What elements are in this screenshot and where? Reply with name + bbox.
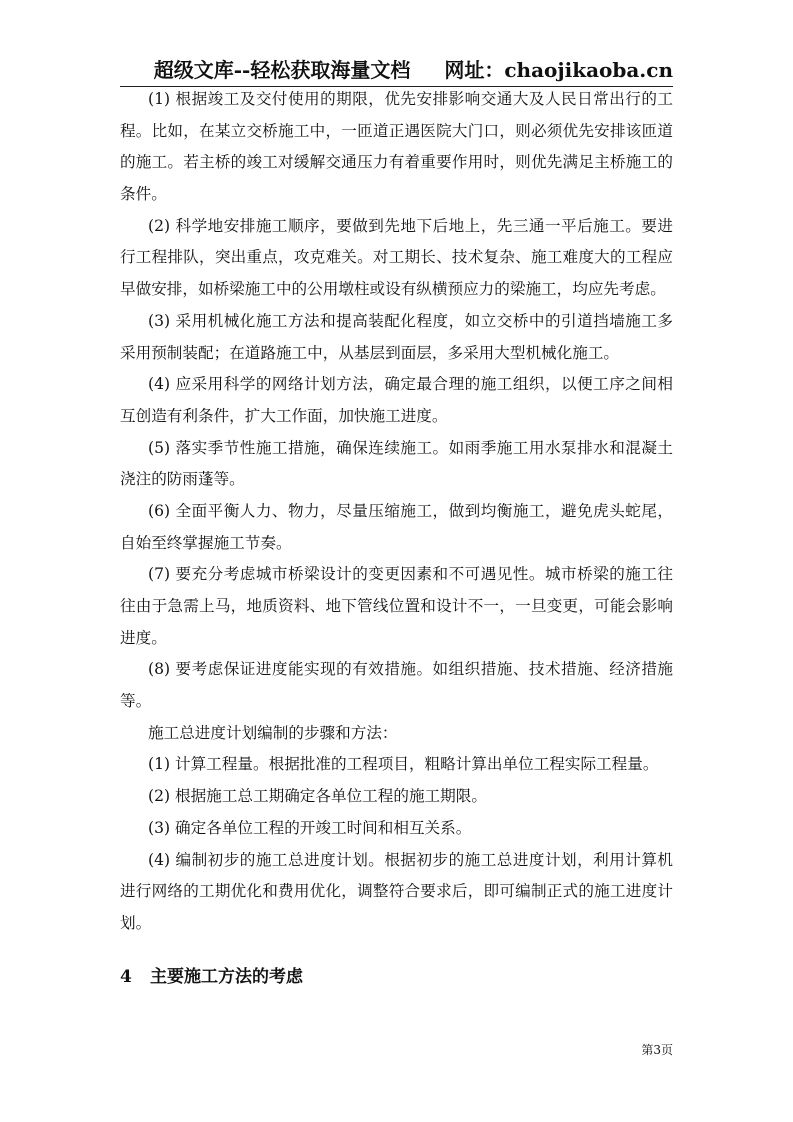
text-line: 早做安排，如桥梁施工中的公用墩柱或设有纵横预应力的梁施工，均应先考虑。 <box>120 280 666 299</box>
text-line: 施工总进度计划编制的步骤和方法： <box>148 723 398 742</box>
paragraph <box>120 654 673 717</box>
page-header <box>120 56 673 84</box>
paragraph <box>120 369 673 432</box>
header-url: 网址：chaojikaoba.cn <box>444 58 673 82</box>
text-line: 行工程排队，突出重点，攻克难关。对工期长、技术复杂、施工难度大的工程应 <box>120 248 673 267</box>
text-line: (6) 全面平衡人力、物力，尽量压缩施工，做到均衡施工，避免虎头蛇尾， <box>148 501 673 520</box>
text-line: 浇注的防雨蓬等。 <box>120 470 245 489</box>
paragraph <box>120 845 673 940</box>
paragraph <box>120 433 673 496</box>
text-line: 往由于急需上马，地质资料、地下管线位置和设计不一，一旦变更，可能会影响 <box>120 597 673 615</box>
paragraph <box>120 718 673 750</box>
section-title: 主要施工方法的考虑 <box>150 967 303 987</box>
text-line: (1) 根据竣工及交付使用的期限，优先安排影响交通大及人民日常出行的工 <box>148 90 673 108</box>
text-line: (5) 落实季节性施工措施，确保连续施工。如雨季施工用水泵排水和混凝土 <box>148 438 673 457</box>
text-line: 互创造有利条件，扩大工作面，加快施工进度。 <box>120 406 448 425</box>
paragraph <box>120 211 673 306</box>
paragraph <box>120 813 673 845</box>
text-line: 自始至终掌握施工节奏。 <box>120 533 292 552</box>
text-line: 的施工。若主桥的竣工对缓解交通压力有着重要作用时，则优先满足主桥施工的 <box>120 153 673 172</box>
text-line: (4) 应采用科学的网络计划方法，确定最合理的施工组织，以便工序之间相 <box>148 375 673 394</box>
text-line: 划。 <box>120 913 152 932</box>
section-number: 4 <box>120 967 132 987</box>
text-line: 等。 <box>120 692 152 711</box>
section-heading <box>120 962 303 992</box>
text-line: (4) 编制初步的施工总进度计划。根据初步的施工总进度计划，利用计算机 <box>148 850 673 869</box>
text-line: (3) 确定各单位工程的开竣工时间和相互关系。 <box>148 818 472 837</box>
text-line: (8) 要考虑保证进度能实现的有效措施。如组织措施、技术措施、经济措施 <box>148 660 673 679</box>
text-line: 进度。 <box>120 628 167 647</box>
text-line: 条件。 <box>120 185 167 204</box>
text-line: (2) 科学地安排施工顺序，要做到先地下后地上，先三通一平后施工。要进 <box>148 216 673 235</box>
header-site-name: 超级文库--轻松获取海量文档 <box>153 58 411 82</box>
text-line: (1) 计算工程量。根据批准的工程项目，粗略计算出单位工程实际工程量。 <box>148 755 659 774</box>
paragraph <box>120 559 673 654</box>
text-line: (2) 根据施工总工期确定各单位工程的施工期限。 <box>148 787 487 806</box>
paragraph <box>120 749 673 781</box>
paragraph <box>120 496 673 559</box>
text-line: (7) 要充分考虑城市桥梁设计的变更因素和不可遇见性。城市桥梁的施工往 <box>148 565 673 584</box>
paragraph <box>120 781 673 813</box>
document-body <box>120 84 673 940</box>
paragraph <box>120 84 673 211</box>
text-line: 进行网络的工期优化和费用优化，调整符合要求后，即可编制正式的施工进度计 <box>120 882 673 901</box>
page-number: 第3页 <box>641 1043 673 1057</box>
text-line: 程。比如，在某立交桥施工中，一匝道正遇医院大门口，则必须优先安排该匝道 <box>120 121 673 140</box>
paragraph <box>120 306 673 369</box>
text-line: 采用预制装配；在道路施工中，从基层到面层，多采用大型机械化施工。 <box>120 343 620 362</box>
text-line: (3) 采用机械化施工方法和提高装配化程度，如立交桥中的引道挡墙施工多 <box>148 311 673 330</box>
